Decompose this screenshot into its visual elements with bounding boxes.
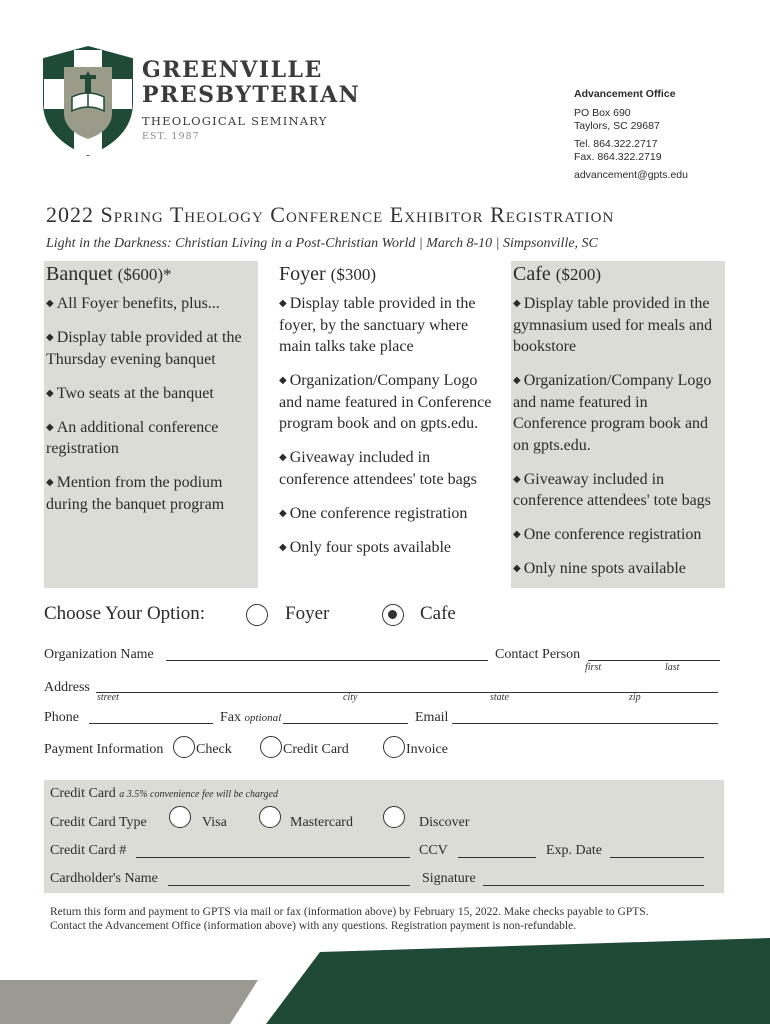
- logo-line-1: GREENVILLE: [142, 57, 323, 83]
- logo-established: EST. 1987: [142, 131, 200, 142]
- package-foyer-benefits: [279, 293, 493, 571]
- address-state-hint: state: [490, 692, 509, 703]
- diamond-bullet-icon: ◆: [46, 421, 54, 433]
- return-instructions: [50, 905, 649, 933]
- diamond-bullet-icon: ◆: [513, 529, 521, 540]
- credit-card-fee-note: a 3.5% convenience fee will be charged: [119, 789, 278, 800]
- diamond-bullet-icon: ◆: [279, 541, 287, 553]
- package-foyer-name: Foyer: [279, 263, 326, 285]
- payment-invoice-label: Invoice: [406, 742, 448, 757]
- diamond-bullet-icon: ◆: [46, 332, 54, 343]
- payment-check-radio[interactable]: [173, 736, 195, 758]
- logo-line-3: THEOLOGICAL SEMINARY: [142, 114, 328, 128]
- benefit-item: ◆ An additional conference registration: [46, 418, 219, 457]
- office-fax: Fax. 864.322.2719: [574, 151, 662, 163]
- signature-field[interactable]: [483, 885, 704, 886]
- package-banquet-benefits: [46, 293, 256, 528]
- contact-first-hint: first: [585, 662, 602, 673]
- fax-field[interactable]: [283, 723, 408, 724]
- option-cafe-radio[interactable]: [382, 604, 404, 626]
- payment-credit-card-label: Credit Card: [283, 742, 349, 757]
- benefit-item: ◆ Mention from the podium during the banquet program: [46, 474, 225, 513]
- payment-invoice-radio[interactable]: [383, 736, 405, 758]
- organization-label: Organization Name: [44, 647, 154, 662]
- return-instructions-line-1: Return this form and payment to GPTS via mail or fax (information above) by February 15, 2022. Make checks payable to GPTS.: [50, 906, 649, 918]
- organization-field[interactable]: [166, 660, 488, 661]
- address-label: Address: [44, 680, 90, 695]
- address-zip-hint: zip: [629, 692, 641, 703]
- benefit-item: ◆ One conference registration: [513, 526, 702, 543]
- office-city: Taylors, SC 29687: [574, 120, 660, 132]
- fax-label: Fax optional: [220, 710, 282, 725]
- package-cafe-title: [513, 263, 601, 286]
- diamond-bullet-icon: ◆: [513, 473, 521, 485]
- benefit-item: ◆ Only four spots available: [279, 538, 451, 556]
- email-label: Email: [415, 710, 449, 725]
- diamond-bullet-icon: ◆: [279, 452, 287, 463]
- diamond-bullet-icon: ◆: [513, 298, 521, 309]
- package-foyer: [277, 261, 495, 588]
- cardholder-name-field[interactable]: [168, 885, 410, 886]
- benefit-item: ◆ Organization/Company Logo and name featured in Conference program book and on gpts.edu.: [279, 372, 492, 432]
- phone-field[interactable]: [89, 723, 213, 724]
- cardholder-name-label: Cardholder's Name: [50, 871, 158, 886]
- payment-check-label: Check: [196, 742, 232, 757]
- document-title: 2022 Spring Theology Conference Exhibitor Registration: [46, 202, 615, 227]
- fax-optional-hint: optional: [244, 712, 282, 724]
- payment-credit-card-radio[interactable]: [260, 736, 282, 758]
- card-type-mastercard-label: Mastercard: [290, 815, 353, 830]
- office-po-box: PO Box 690: [574, 107, 631, 119]
- package-cafe-name: Cafe: [513, 263, 551, 285]
- diamond-bullet-icon: ◆: [513, 375, 521, 386]
- option-cafe-label: Cafe: [420, 603, 456, 624]
- diamond-bullet-icon: ◆: [46, 298, 54, 309]
- document-subtitle: Light in the Darkness: Christian Living in a Post-Christian World | March 8-10 | Simpsonville, SC: [46, 236, 598, 251]
- benefit-item: ◆ One conference registration: [279, 504, 468, 522]
- seminary-wordmark: [142, 58, 360, 142]
- contact-person-field[interactable]: [588, 660, 720, 661]
- benefit-item: ◆ Organization/Company Logo and name featured in Conference program book and on gpts.edu.: [513, 372, 712, 454]
- option-foyer-label: Foyer: [285, 603, 330, 624]
- logo-line-2: PRESBYTERIAN: [142, 82, 361, 108]
- address-field[interactable]: [96, 692, 718, 693]
- return-instructions-line-2: Contact the Advancement Office (information above) with any questions. Registration payment is non-refundable.: [50, 920, 577, 932]
- credit-card-type-label: Credit Card Type: [50, 815, 147, 830]
- package-banquet: [44, 261, 258, 588]
- office-title: Advancement Office: [574, 88, 676, 100]
- address-street-hint: street: [97, 692, 119, 703]
- package-cafe: [511, 261, 725, 588]
- footer-decorative-band: [0, 938, 770, 1024]
- footer-green-stripe: [266, 938, 770, 1024]
- benefit-item: ◆ Display table provided in the foyer, by the sanctuary where main talks take place: [279, 295, 476, 355]
- diamond-bullet-icon: ◆: [279, 375, 287, 386]
- signature-label: Signature: [422, 871, 476, 886]
- choose-option-label: Choose Your Option:: [44, 603, 205, 624]
- card-type-discover-label: Discover: [419, 815, 470, 830]
- package-banquet-name: Banquet: [46, 263, 113, 285]
- benefit-item: ◆ Only nine spots available: [513, 560, 686, 577]
- contact-last-hint: last: [665, 662, 680, 673]
- package-cafe-benefits: [513, 293, 723, 592]
- email-field[interactable]: [452, 723, 718, 724]
- package-cafe-price: ($200): [555, 265, 602, 284]
- credit-card-title: Credit Card a 3.5% convenience fee will be charged: [50, 786, 278, 801]
- option-foyer-radio[interactable]: [246, 604, 268, 626]
- benefit-item: ◆ Display table provided in the gymnasium used for meals and bookstore: [513, 295, 713, 355]
- card-type-visa-label: Visa: [202, 815, 227, 830]
- contact-person-label: Contact Person: [495, 647, 581, 662]
- diamond-bullet-icon: ◆: [279, 298, 287, 309]
- exp-date-label: Exp. Date: [546, 843, 602, 858]
- seminary-logo-shield: [42, 45, 134, 157]
- ccv-label: CCV: [419, 843, 448, 858]
- benefit-item: ◆ Giveaway included in conference attendees' tote bags: [279, 449, 477, 488]
- address-city-hint: city: [343, 692, 358, 703]
- benefit-item: ◆ Giveaway included in conference attendees' tote bags: [513, 470, 711, 509]
- exp-date-field[interactable]: [610, 857, 704, 858]
- footer-gray-stripe: [0, 980, 258, 1024]
- benefit-item: ◆ All Foyer benefits, plus...: [46, 295, 220, 312]
- card-type-discover-radio[interactable]: [383, 806, 405, 828]
- card-number-field[interactable]: [136, 857, 410, 858]
- office-tel: Tel. 864.322.2717: [574, 138, 658, 150]
- diamond-bullet-icon: ◆: [46, 477, 54, 488]
- card-type-visa-radio[interactable]: [169, 806, 191, 828]
- phone-label: Phone: [44, 710, 79, 725]
- payment-information-label: Payment Information: [44, 742, 164, 757]
- diamond-bullet-icon: ◆: [279, 507, 287, 519]
- diamond-bullet-icon: ◆: [46, 387, 54, 399]
- ccv-field[interactable]: [458, 857, 536, 858]
- package-foyer-price: ($300): [330, 265, 376, 284]
- diamond-bullet-icon: ◆: [513, 563, 521, 574]
- card-type-mastercard-radio[interactable]: [259, 806, 281, 828]
- package-foyer-title: [279, 263, 376, 286]
- benefit-item: ◆ Display table provided at the Thursday evening banquet: [46, 329, 242, 368]
- package-banquet-title: [46, 263, 171, 286]
- office-email: advancement@gpts.edu: [574, 169, 688, 181]
- package-banquet-price: ($600)*: [117, 265, 172, 284]
- advancement-office-contact: [574, 88, 688, 182]
- card-number-label: Credit Card #: [50, 843, 127, 858]
- benefit-item: ◆ Two seats at the banquet: [46, 384, 214, 402]
